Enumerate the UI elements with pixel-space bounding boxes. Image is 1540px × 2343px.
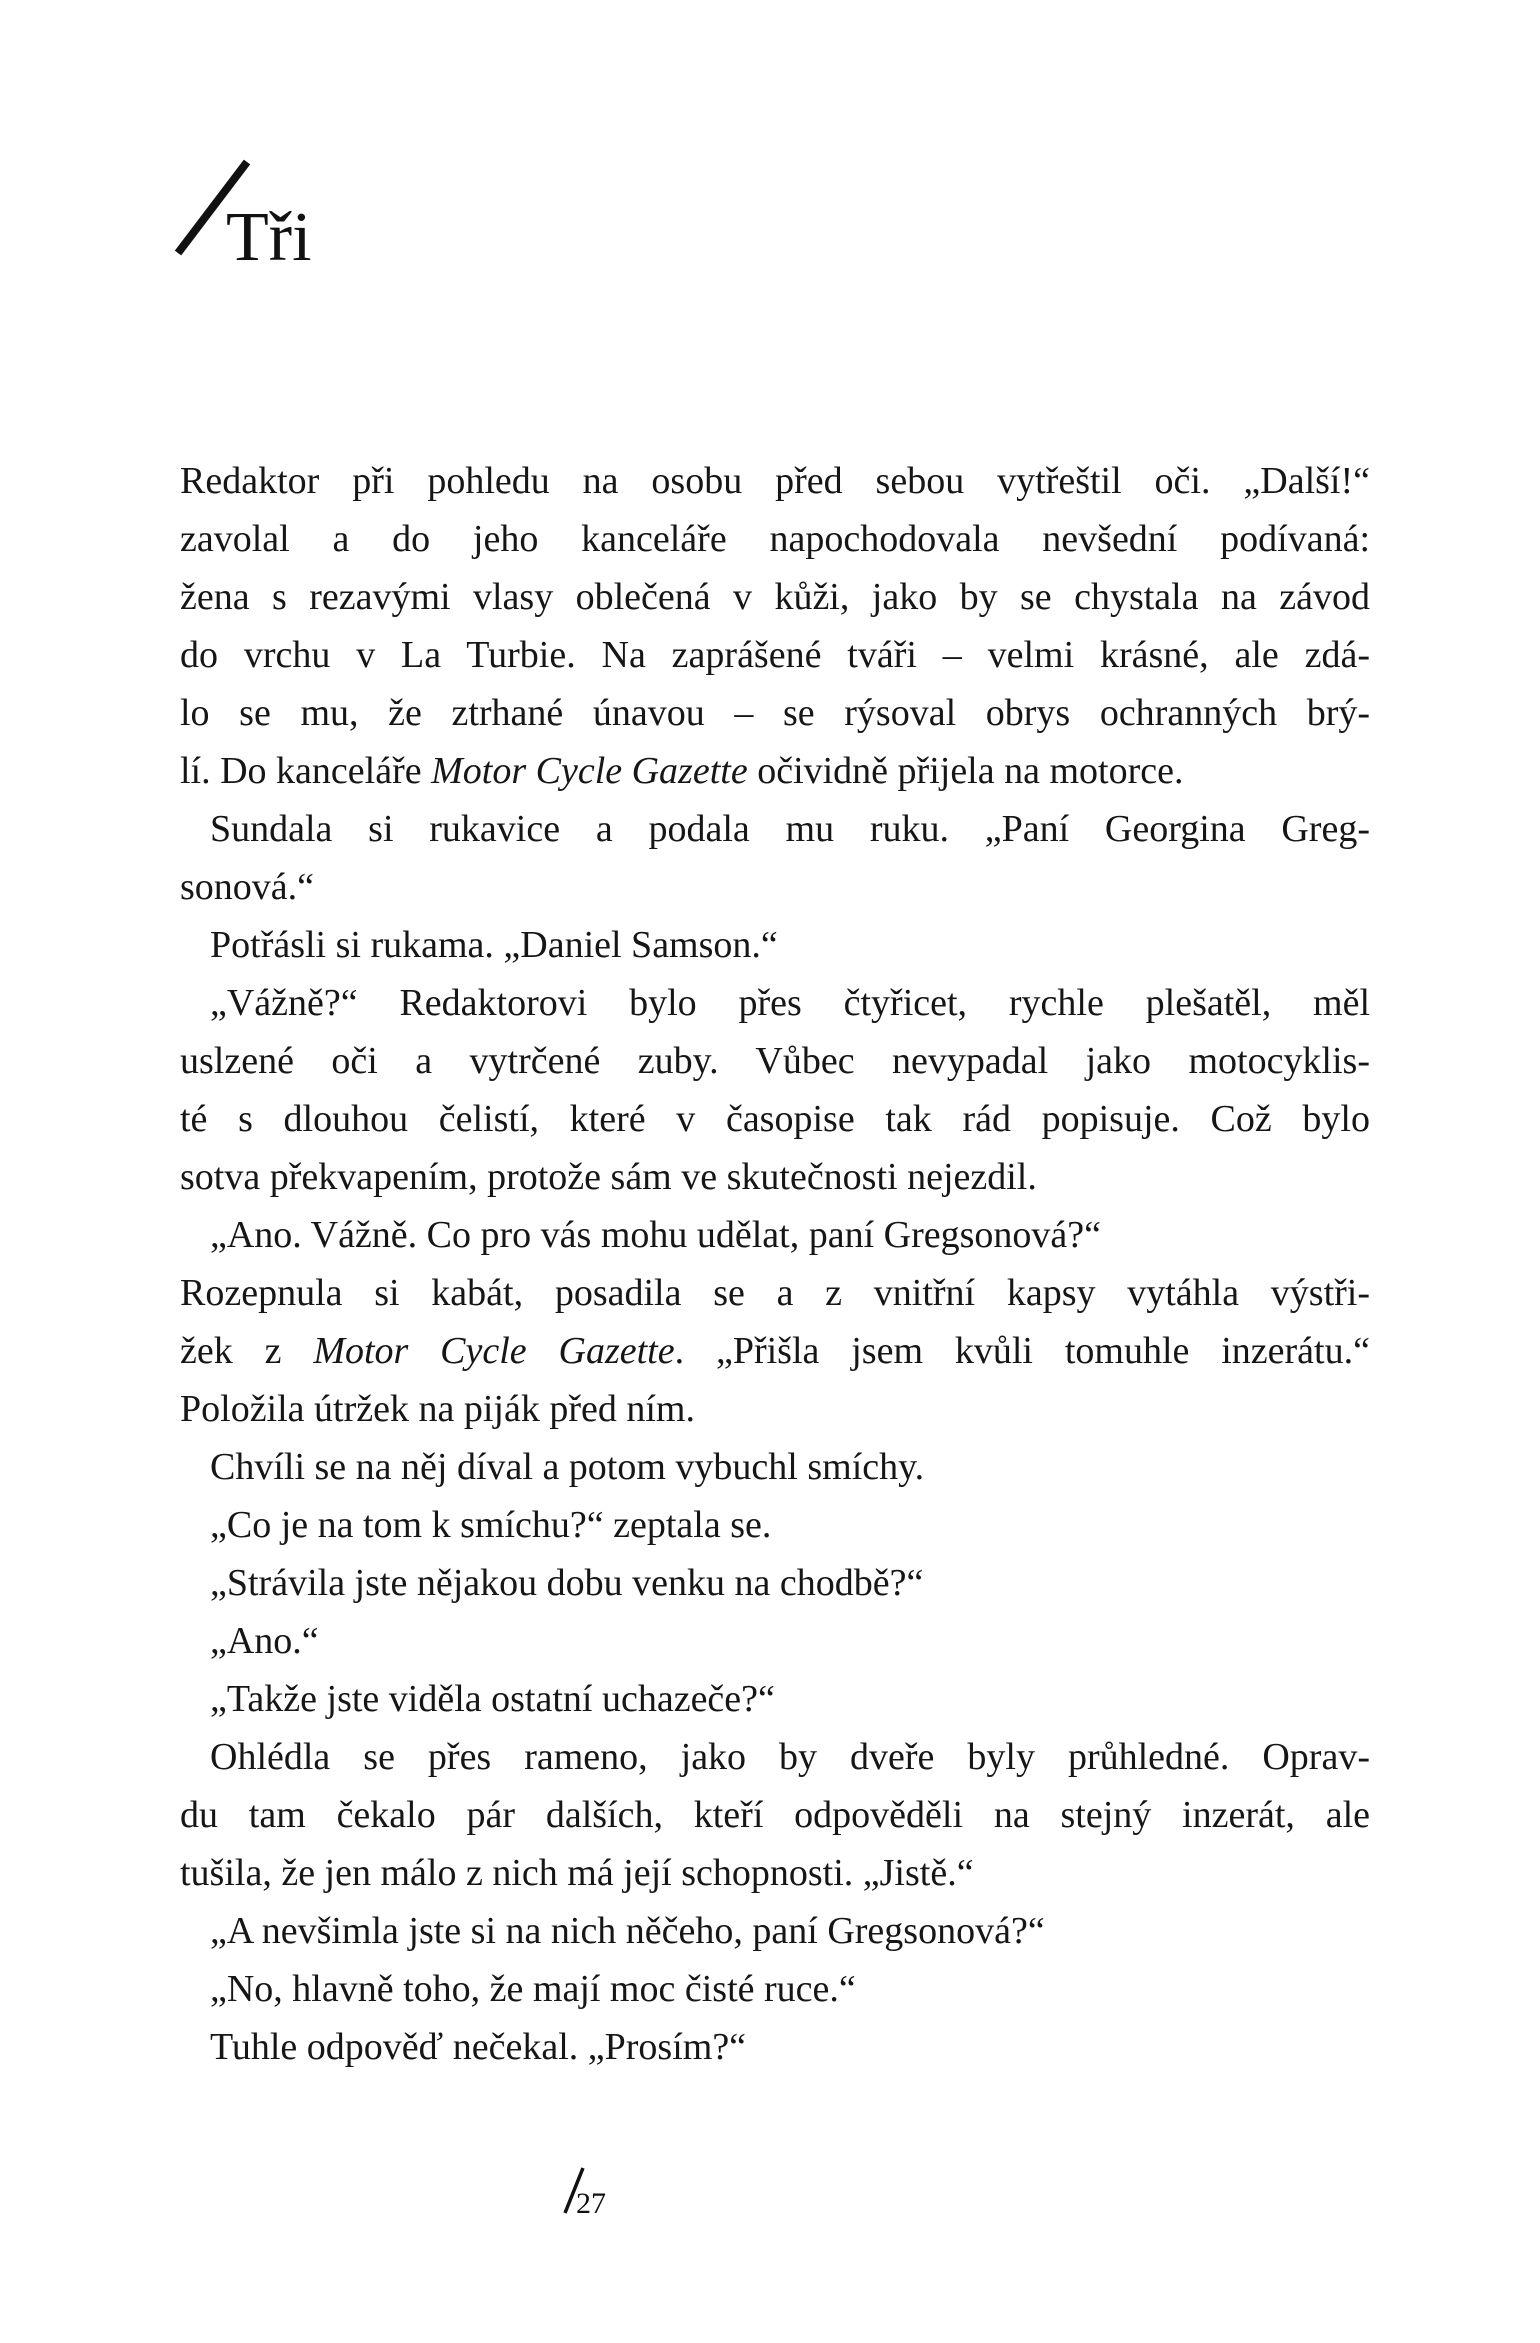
text-run: žena s rezavými vlasy oblečená v kůži, jako by se chystala na závod <box>180 576 1370 618</box>
text-line <box>180 1206 1370 1264</box>
body-text <box>180 452 1370 2076</box>
text-line <box>180 800 1370 858</box>
text-line <box>180 1670 1370 1728</box>
chapter-title: Tři <box>226 199 312 276</box>
text-run: „Ano.“ <box>210 1620 319 1662</box>
text-run: „Strávila jste nějakou dobu venku na chodbě?“ <box>210 1562 924 1604</box>
text-line <box>180 1960 1370 2018</box>
text-run: té s dlouhou čelistí, které v časopise tak rád popisuje. Což bylo <box>180 1098 1370 1140</box>
text-line <box>180 742 1370 800</box>
text-run: tušila, že jen málo z nich má její schopnosti. „Jistě.“ <box>180 1852 974 1894</box>
text-run: sotva překvapením, protože sám ve skutečnosti nejezdil. <box>180 1156 1037 1198</box>
text-line <box>180 1902 1370 1960</box>
text-run: „Ano. Vážně. Co pro vás mohu udělat, paní Gregsonová?“ <box>210 1214 1101 1256</box>
text-line <box>180 916 1370 974</box>
text-run: lí. Do kanceláře <box>180 750 432 792</box>
text-line <box>180 1322 1370 1380</box>
text-line <box>180 626 1370 684</box>
text-run: Položila útržek na piják před ním. <box>180 1388 695 1430</box>
text-line <box>180 1438 1370 1496</box>
text-line <box>180 858 1370 916</box>
text-run: Redaktor při pohledu na osobu před sebou vytřeštil oči. „Další!“ <box>180 460 1370 502</box>
text-run: „A nevšimla jste si na nich něčeho, paní Gregsonová?“ <box>210 1910 1045 1952</box>
text-run: Ohlédla se přes rameno, jako by dveře byly průhledné. Oprav- <box>210 1736 1370 1778</box>
text-line <box>180 452 1370 510</box>
text-line <box>180 1844 1370 1902</box>
text-run: sonová.“ <box>180 866 315 908</box>
text-run: „Vážně?“ Redaktorovi bylo přes čtyřicet, rychle plešatěl, měl <box>210 982 1370 1024</box>
text-line <box>180 1032 1370 1090</box>
text-run: Potřásli si rukama. „Daniel Samson.“ <box>210 924 778 966</box>
text-line <box>180 568 1370 626</box>
page-number: 27 <box>576 2187 606 2220</box>
text-line <box>180 1728 1370 1786</box>
italic-text-run: Motor Cycle Gazette <box>431 750 748 792</box>
text-line <box>180 1090 1370 1148</box>
text-line <box>180 974 1370 1032</box>
text-run: „Takže jste viděla ostatní uchazeče?“ <box>210 1678 775 1720</box>
text-run: . „Přišla jsem kvůli tomuhle inzerátu.“ <box>674 1330 1370 1372</box>
text-line <box>180 1554 1370 1612</box>
text-line <box>180 1264 1370 1322</box>
text-line <box>180 1612 1370 1670</box>
text-run: „Co je na tom k smíchu?“ zeptala se. <box>210 1504 772 1546</box>
text-run: žek z <box>180 1330 314 1372</box>
text-run: Sundala si rukavice a podala mu ruku. „Paní Georgina Greg- <box>210 808 1370 850</box>
text-line <box>180 510 1370 568</box>
text-run: do vrchu v La Turbie. Na zaprášené tváři – velmi krásné, ale zdá- <box>180 634 1370 676</box>
text-run: „No, hlavně toho, že mají moc čisté ruce.“ <box>210 1968 856 2010</box>
text-line <box>180 1786 1370 1844</box>
text-run: du tam čekalo pár dalších, kteří odpověděli na stejný inzerát, ale <box>180 1794 1370 1836</box>
text-line <box>180 1496 1370 1554</box>
text-run: Chvíli se na něj díval a potom vybuchl smíchy. <box>210 1446 925 1488</box>
text-run: lo se mu, že ztrhané únavou – se rýsoval obrys ochranných brý- <box>180 692 1370 734</box>
text-run: Tuhle odpověď nečekal. „Prosím?“ <box>210 2026 747 2068</box>
text-run: očividně přijela na motorce. <box>747 750 1184 792</box>
text-run: uslzené oči a vytrčené zuby. Vůbec nevypadal jako motocyklis- <box>180 1040 1370 1082</box>
italic-text-run: Motor Cycle Gazette <box>313 1330 675 1372</box>
text-line <box>180 2018 1370 2076</box>
text-run: Rozepnula si kabát, posadila se a z vnitřní kapsy vytáhla výstři- <box>180 1272 1370 1314</box>
text-line <box>180 1148 1370 1206</box>
text-line <box>180 684 1370 742</box>
text-line <box>180 1380 1370 1438</box>
text-run: zavolal a do jeho kanceláře napochodovala nevšední podívaná: <box>180 518 1370 560</box>
